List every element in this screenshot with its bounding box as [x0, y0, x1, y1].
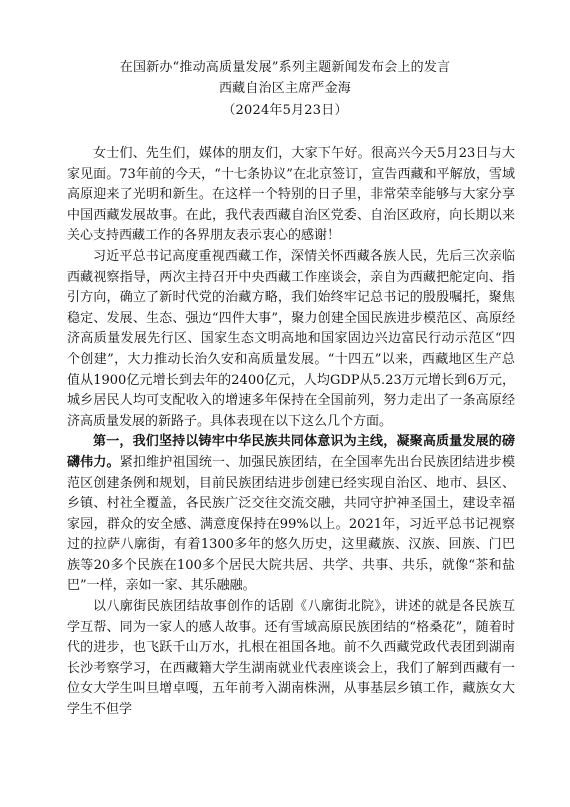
paragraph-overview: 习近平总书记高度重视西藏工作，深情关怀西藏各族人民，先后三次亲临西藏视察指导，两次主持召开中央西藏工作座谈会，亲自为西藏把舵定向、指引方向，确立了新时代党的治藏方略，我们始终牢记总书记的殷殷嘱托，聚焦稳定、发展、生态、强边“四件大事”，聚力创建全国民族进步模范区、高原经济高质量发展先行区、国家生态文明高地和国家固边兴边富民行动示范区“四个创建”，大力推动长治久安和高质量发展。“十四五”以来，西藏地区生产总值从1900亿元增长到去年的2400亿元，人均GDP从5.23万元增长到6万元，城乡居民人均可支配收入的增速多年保持在全国前列，努力走出了一条高原经济高质量发展的新路子。具体表现在以下这么几个方面。: [67, 248, 515, 429]
first-point-lead: 第一，我们坚持以铸牢中华民族共同体意识为主线，凝聚高质量发展的磅礴伟力。: [67, 434, 515, 470]
paragraph-barkhor-story: 以八廓街民族团结故事创作的话剧《八廓街北院》，讲述的就是各民族互学互帮、同为一家人的感人故事。还有雪域高原民族团结的“格桑花”，随着时代的进步，也飞跃千山万水，扎根在祖国各地。前不久西藏党政代表团到湖南长沙考察学习，在西藏籍大学生湖南就业代表座谈会上，我们了解到西藏有一位女大学生叫旦增卓嘎，五年前考入湖南株洲，从事基层乡镇工作，藏族女大学生不但学: [67, 599, 515, 718]
date-line: （2024年5月23日）: [222, 103, 348, 118]
paragraph-greeting: 女士们、先生们，媒体的朋友们，大家下午好。很高兴今天5月23日与大家见面。73年前的今天，“十七条协议”在北京签订，宣告西藏和平解放，雪域高原迎来了光明和新生。在这样一个特别的日子里，非常荣幸能够与大家分享中国西藏发展故事。在此，我代表西藏自治区党委、自治区政府，向长期以来关心支持西藏工作的各界朋友表示衷心的感谢！: [67, 146, 515, 244]
paragraph-first-point: [67, 432, 515, 597]
document-header: [0, 57, 570, 121]
document-body: [67, 144, 515, 721]
first-point-text: 紧扣维护祖国统一、加强民族团结，在全国率先出台民族团结进步模范区创建条例和规划，目前民族团结进步创建已经实现自治区、地市、县区、乡镇、村社全覆盖，各民族广泛交往交流交融，共同守护神圣国土，建设幸福家园，群众的安全感、满意度保持在99%以上。2021年，习近平总书记视察过的拉萨八廓街，有着1300多年的悠久历史，这里藏族、汉族、回族、门巴族等20多个民族在100多个居民大院共居、共学、共事、共乐，就像“茶和盐巴”一样，亲如一家、其乐融融。: [67, 454, 515, 594]
speaker-line: 西藏自治区主席严金海: [218, 81, 351, 96]
document-title: 在国新办“推动高质量发展”系列主题新闻发布会上的发言: [119, 60, 451, 75]
